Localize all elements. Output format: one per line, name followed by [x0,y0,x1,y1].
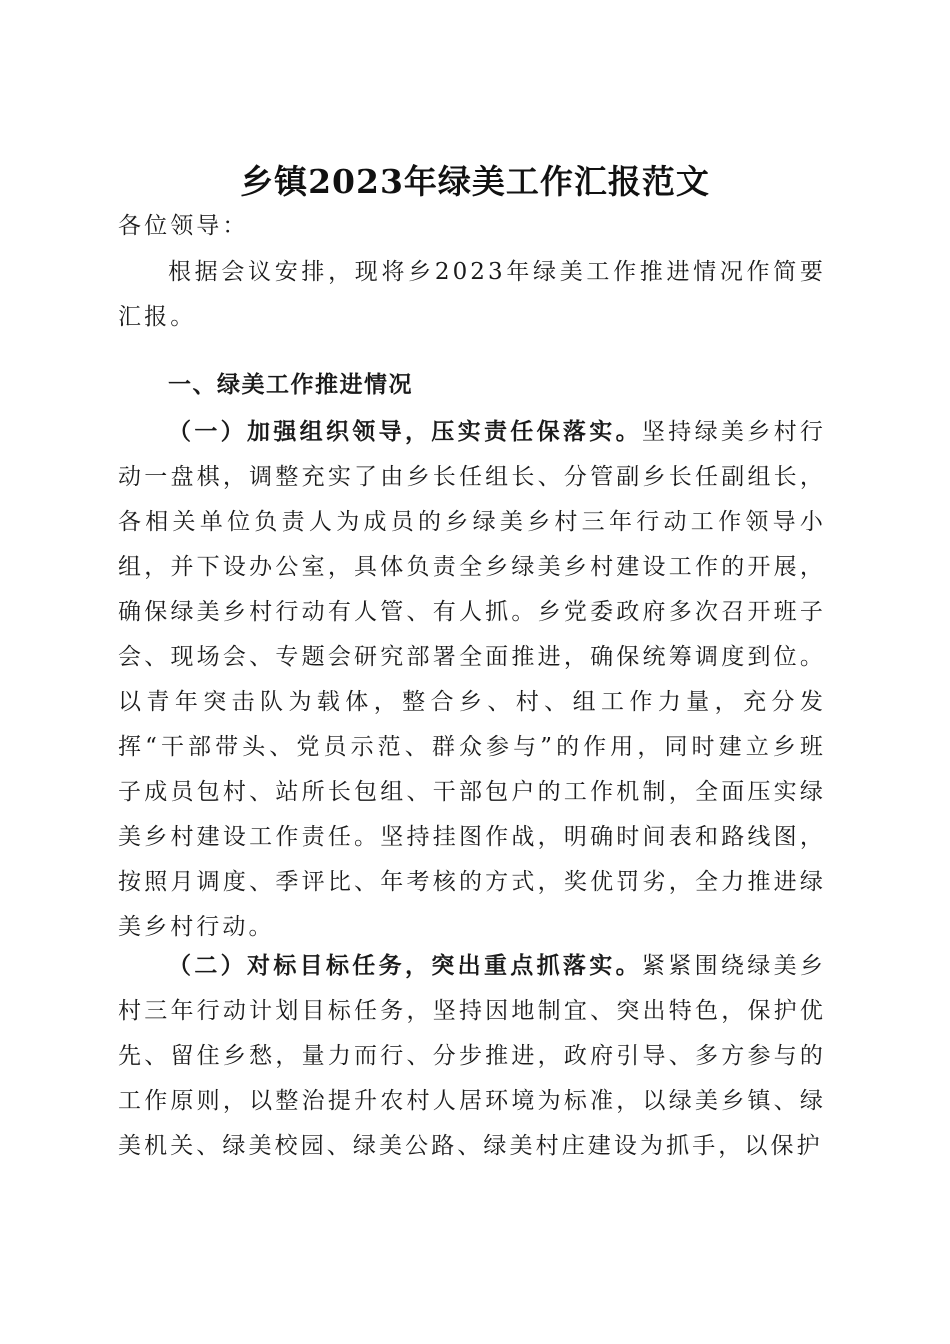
paragraph-2-subhead: （二）对标目标任务，突出重点抓落实。 [168,952,642,979]
paragraph-1-subhead: （一）加强组织领导，压实责任保落实。 [168,418,642,445]
salutation: 各位领导： [118,213,249,239]
paragraph-1 [118,409,826,950]
document-title: 乡镇2023年绿美工作汇报范文 [240,162,710,202]
intro-paragraph: 根据会议安排，现将乡2023年绿美工作推进情况作简要汇报。 [118,259,826,330]
paragraph-2 [118,943,826,1169]
section-heading: 一、绿美工作推进情况 [168,372,413,398]
paragraph-2-body: 紧紧围绕绿美乡村三年行动计划目标任务，坚持因地制宜、突出特色，保护优先、留住乡愁，量力而行、分步推进，政府引导、多方参与的工作原则，以整治提升农村人居环境为标准，以绿美乡镇、绿美机关、绿美校园、绿美公路、绿美村庄建设为抓手，以保护 [118,953,826,1159]
paragraph-1-body: 坚持绿美乡村行动一盘棋，调整充实了由乡长任组长、分管副乡长任副组长，各相关单位负责人为成员的乡绿美乡村三年行动工作领导小组，并下设办公室，具体负责全乡绿美乡村建设工作的开展，确保绿美乡村行动有人管、有人抓。乡党委政府多次召开班子会、现场会、专题会研究部署全面推进，确保统筹调度到位。以青年突击队为载体，整合乡、村、组工作力量，充分发挥“干部带头、党员示范、群众参与”的作用，同时建立乡班子成员包村、站所长包组、干部包户的工作机制，全面压实绿美乡村建设工作责任。坚持挂图作战，明确时间表和路线图，按照月调度、季评比、年考核的方式，奖优罚劣，全力推进绿美乡村行动。 [118,419,826,940]
